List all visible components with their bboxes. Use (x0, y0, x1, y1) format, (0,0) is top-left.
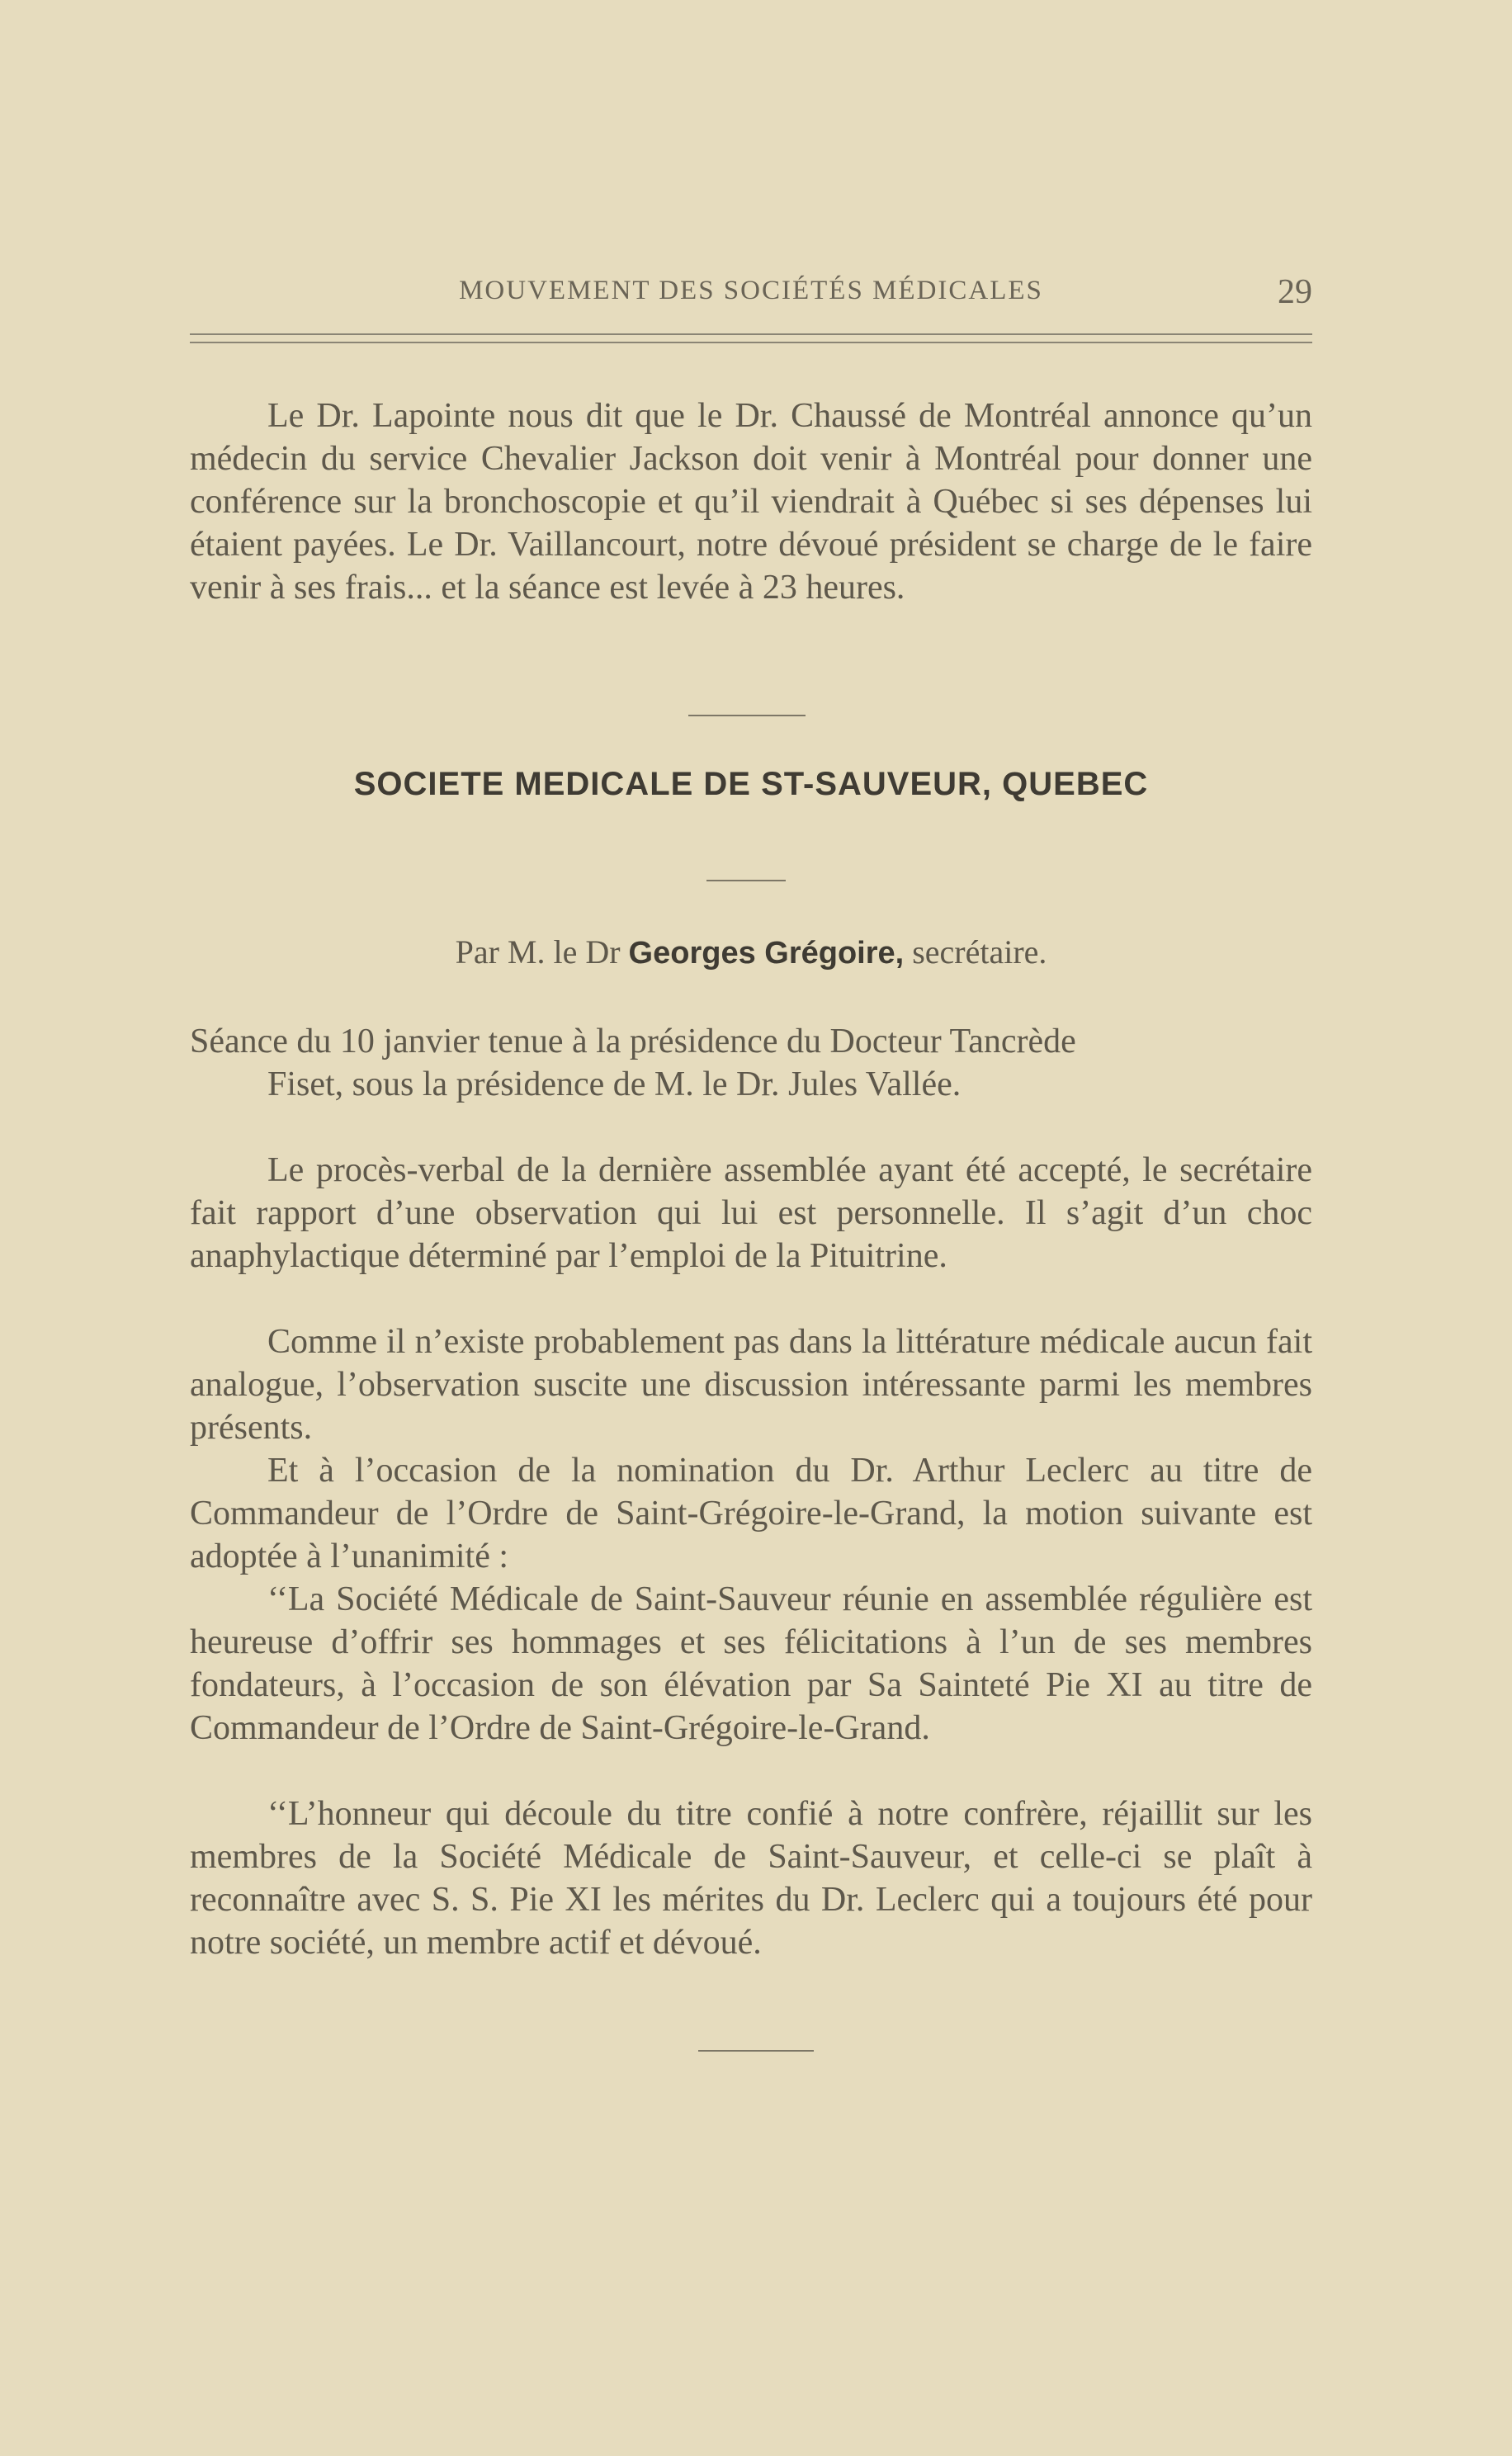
title-divider (706, 880, 786, 881)
running-head: MOUVEMENT DES SOCIÉTÉS MÉDICALES (459, 276, 1043, 305)
byline-prefix: Par M. le Dr (455, 933, 621, 971)
page-header (190, 272, 1312, 319)
section-divider-top (688, 715, 806, 716)
seance-line-1: Séance du 10 janvier tenue à la présidence du Docteur Tancrède (190, 1023, 1076, 1060)
paragraph-proces-verbal: Le procès-verbal de la dernière assemblée ayant été accepté, le secrétaire fait rapport d’une observation qui lui est personnelle. Il s’agit d’un choc anaphylactique déterminé par l’emploi de la Pituitrine. (190, 1151, 1312, 1275)
intro-paragraph: Le Dr. Lapointe nous dit que le Dr. Chaussé de Montréal annonce qu’un médecin du service Chevalier Jackson doit venir à Montréal pour donner une conférence sur la bronchoscopie et qu’il viendrait à Québec si ses dépenses lui étaient payées. Le Dr. Vaillancourt, notre dévoué président se charge de le faire venir à ses frais... et la séance est levée à 23 heures. (190, 397, 1312, 607)
paragraph-discussion: Comme il n’existe probablement pas dans la littérature médicale aucun fait analogue, l’observation suscite une discussion intéressante parmi les membres présents. (190, 1323, 1312, 1447)
seance-heading (190, 1020, 1312, 1106)
paragraph-motion: Et à l’occasion de la nomination du Dr. Arthur Leclerc au titre de Commandeur de l’Ordre de Saint-Grégoire-le-Grand, la motion suivante est adoptée à l’unanimité : (190, 1452, 1312, 1575)
byline (190, 933, 1312, 971)
header-double-rule (190, 333, 1312, 343)
seance-line-2: Fiset, sous la présidence de M. le Dr. Jules Vallée. (267, 1065, 962, 1103)
paragraph-resolution-2: ‘‘L’honneur qui découle du titre confié à notre confrère, réjaillit sur les membres de la Société Médicale de Saint-Sauveur, et celle-ci se plaît à reconnaître avec S. S. Pie XI les mérites du Dr. Leclerc qui a toujours été pour notre société, un membre actif et dévoué. (190, 1795, 1312, 1962)
paragraph-resolution-1: ‘‘La Société Médicale de Saint-Sauveur réunie en assemblée régulière est heureuse d’offrir ses hommages et ses félicitations à l’un de ses membres fondateurs, à l’occasion de son élévation par Sa Sainteté Pie XI au titre de Commandeur de l’Ordre de Saint-Grégoire-le-Grand. (190, 1580, 1312, 1747)
section-title: SOCIETE MEDICALE DE ST-SAUVEUR, QUEBEC (353, 766, 1149, 802)
byline-author: Georges Grégoire, (628, 936, 905, 971)
page-number: 29 (1278, 273, 1312, 311)
section-divider-bottom (698, 2050, 814, 2052)
byline-suffix: secrétaire. (912, 933, 1047, 971)
